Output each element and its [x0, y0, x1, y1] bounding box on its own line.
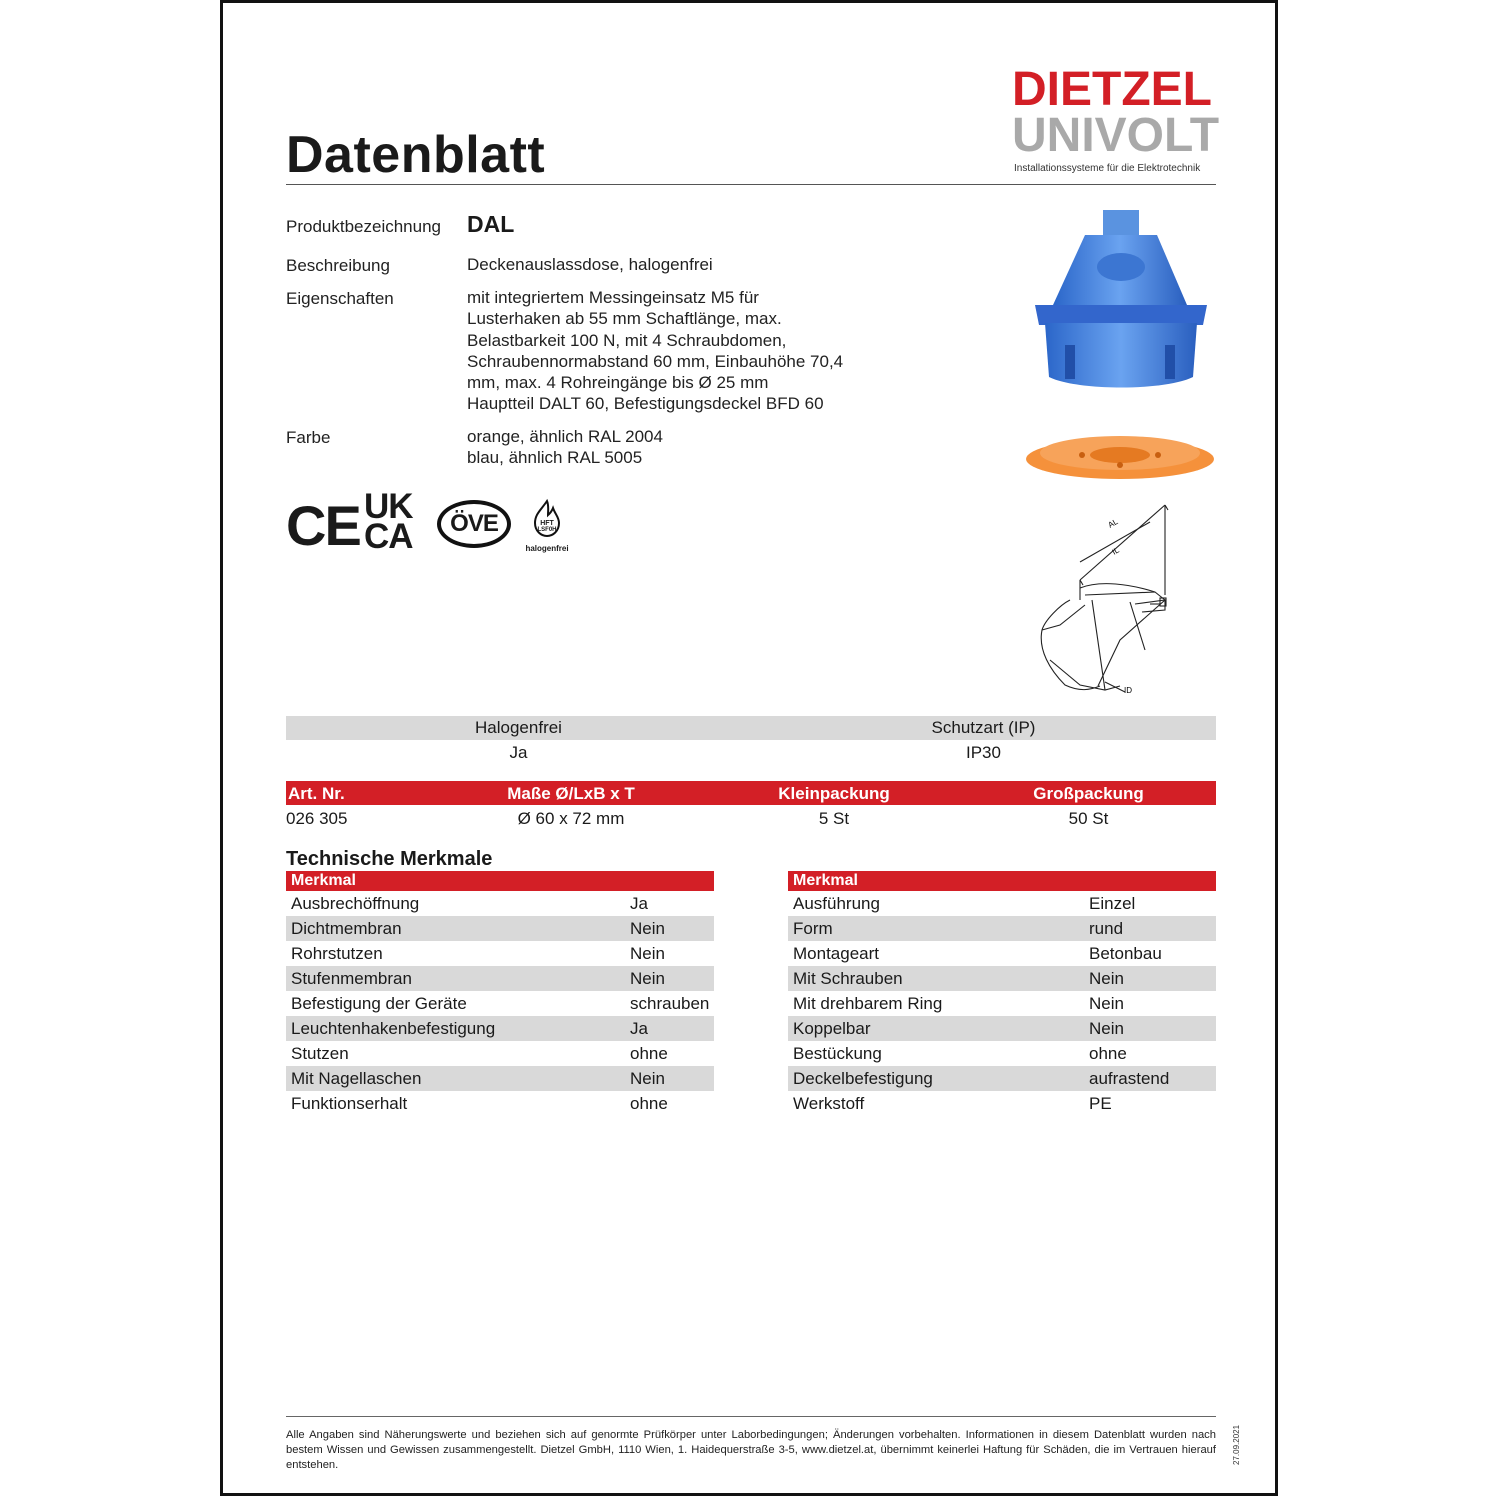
- hft-text: HFT: [540, 520, 554, 527]
- tech-table-left-header: Merkmal: [286, 871, 714, 891]
- summary-value-row: [286, 741, 1216, 765]
- feature-value: Betonbau: [1089, 944, 1162, 963]
- table-row: [788, 1041, 1216, 1066]
- product-photo-blue-box: [1025, 205, 1215, 395]
- article-value-nr: 026 305: [286, 809, 348, 828]
- feature-value: Nein: [630, 944, 665, 963]
- article-header-row: [286, 781, 1216, 805]
- feature-name: Befestigung der Geräte: [291, 994, 467, 1013]
- properties-line: mit integriertem Messingeinsatz M5 für: [467, 288, 759, 307]
- article-header-nr: Art. Nr.: [288, 784, 345, 803]
- properties-line: mm, max. 4 Rohreingänge bis Ø 25 mm: [467, 373, 769, 393]
- feature-name: Mit Schrauben: [793, 969, 903, 988]
- table-row: [788, 966, 1216, 991]
- properties-line: Belastbarkeit 100 N, mit 4 Schraubdomen,: [467, 330, 787, 350]
- feature-value: Nein: [630, 969, 665, 988]
- article-value-row: [286, 806, 1216, 830]
- table-row: [788, 941, 1216, 966]
- summary-value-halogen: Ja: [509, 743, 528, 762]
- table-row: [788, 891, 1216, 916]
- article-header-small-pack: Kleinpackung: [778, 784, 890, 803]
- feature-value: Nein: [1089, 994, 1124, 1013]
- feature-value: Ja: [630, 1019, 648, 1038]
- feature-value: rund: [1089, 919, 1124, 938]
- drawing-label-al: AL: [1106, 517, 1120, 530]
- feature-value: Ja: [630, 894, 648, 913]
- feature-name: Mit Nagellaschen: [291, 1069, 422, 1088]
- table-row: [286, 941, 714, 966]
- table-row: [788, 1016, 1216, 1041]
- ukca-mark: [364, 487, 413, 556]
- feature-name: Form: [793, 919, 833, 938]
- table-row: [286, 891, 714, 916]
- table-row: [788, 1066, 1216, 1091]
- table-row: [788, 1091, 1216, 1116]
- ce-mark: [286, 494, 360, 557]
- feature-value: Nein: [630, 1069, 665, 1088]
- feature-value: ohne: [1089, 1044, 1127, 1063]
- properties-line: Schraubennormabstand 60 mm, Einbauhöhe 70,4: [467, 351, 844, 371]
- footer-divider: [286, 1416, 1216, 1417]
- table-row: [286, 916, 714, 941]
- halogen-free-mark: [522, 498, 572, 553]
- feature-name: Dichtmembran: [291, 919, 402, 938]
- ce-mark-text: CE: [286, 494, 360, 557]
- properties-value: [467, 287, 843, 415]
- summary-header-halogen: Halogenfrei: [475, 718, 562, 737]
- tech-table-left: [286, 871, 714, 1116]
- ove-mark: [437, 500, 511, 548]
- tech-table-right-header: Merkmal: [788, 871, 1216, 891]
- page-title: Datenblatt: [286, 126, 546, 184]
- logo-tagline: Installationssysteme für die Elektrotechnik: [1014, 163, 1201, 174]
- lsf0h-text: LSF0H: [537, 527, 557, 533]
- product-name-label: Produktbezeichnung: [286, 217, 442, 236]
- ove-mark-text: ÖVE: [450, 510, 498, 537]
- color-line: orange, ähnlich RAL 2004: [467, 427, 663, 446]
- table-row: [286, 1066, 714, 1091]
- properties-line: Lusterhaken ab 55 mm Schaftlänge, max.: [467, 309, 782, 329]
- feature-value: Nein: [1089, 1019, 1124, 1038]
- feature-value: ohne: [630, 1044, 668, 1063]
- feature-name: Rohrstutzen: [291, 944, 383, 963]
- ukca-mark-line: UK: [364, 487, 413, 526]
- drawing-label-il: IL: [1110, 545, 1121, 557]
- feature-name: Werkstoff: [793, 1094, 865, 1113]
- properties-line: Hauptteil DALT 60, Befestigungsdeckel BFD 60: [467, 394, 824, 414]
- feature-value: schrauben: [630, 994, 710, 1013]
- description-value: Deckenauslassdose, halogenfrei: [467, 255, 713, 274]
- feature-name: Funktionserhalt: [291, 1094, 408, 1113]
- logo-univolt: UNIVOLT: [1012, 109, 1220, 162]
- feature-name: Koppelbar: [793, 1019, 871, 1038]
- feature-name: Stutzen: [291, 1044, 349, 1063]
- color-value: [467, 426, 663, 469]
- table-row: [788, 991, 1216, 1016]
- feature-name: Deckelbefestigung: [793, 1069, 933, 1088]
- feature-name: Mit drehbarem Ring: [793, 994, 943, 1013]
- feature-name: Bestückung: [793, 1044, 882, 1063]
- article-value-small-pack: 5 St: [818, 809, 850, 828]
- technical-drawing: [1030, 500, 1210, 700]
- feature-name: Ausbrechöffnung: [291, 894, 420, 913]
- feature-name: Ausführung: [793, 894, 880, 913]
- tech-table-right: [788, 871, 1216, 1116]
- header-divider: [286, 184, 1216, 185]
- feature-value: Nein: [630, 919, 665, 938]
- tech-features-title: Technische Merkmale: [286, 848, 493, 870]
- table-row: [788, 916, 1216, 941]
- article-value-large-pack: 50 St: [1068, 809, 1109, 828]
- table-row: [286, 1016, 714, 1041]
- summary-header-row: [286, 716, 1216, 740]
- feature-name: Stufenmembran: [291, 969, 412, 988]
- article-header-dims: Maße Ø/LxB x T: [507, 784, 635, 803]
- logo-dietzel: DIETZEL: [1012, 63, 1212, 116]
- feature-value: Nein: [1089, 969, 1124, 988]
- article-value-dims: Ø 60 x 72 mm: [517, 809, 625, 828]
- properties-label: Eigenschaften: [286, 289, 394, 308]
- table-row: [286, 991, 714, 1016]
- feature-value: Einzel: [1089, 894, 1136, 913]
- article-header-large-pack: Großpackung: [1033, 784, 1144, 803]
- footer-disclaimer: Alle Angaben sind Näherungswerte und beziehen sich auf genormte Prüfkörper unter Laborbedingungen; Änderungen vorbehalten. Informationen in diesem Datenblatt wurden nach bestem Wissen und Gewissen zusammengestellt. Dietzel GmbH, 1110 Wien, 1. Haidequerstraße 3-5, www.dietzel.at, übernimmt keinerlei Haftung für Schäden, die im Vertrauen hierauf entstehen.: [286, 1429, 1216, 1471]
- product-name-value: DAL: [467, 211, 515, 237]
- summary-header-ip: Schutzart (IP): [931, 718, 1036, 737]
- feature-value: aufrastend: [1089, 1069, 1170, 1088]
- feature-value: ohne: [630, 1094, 668, 1113]
- drawing-label-id: ID: [1124, 686, 1132, 695]
- ukca-mark-line: CA: [364, 517, 413, 556]
- description-label: Beschreibung: [286, 256, 390, 275]
- table-row: [286, 1091, 714, 1116]
- feature-value: PE: [1089, 1094, 1112, 1113]
- color-line: blau, ähnlich RAL 5005: [467, 448, 643, 468]
- product-photo-orange-lid: [1022, 425, 1218, 487]
- color-label: Farbe: [286, 428, 331, 447]
- table-row: [286, 966, 714, 991]
- feature-name: Montageart: [793, 944, 879, 963]
- feature-name: Leuchtenhakenbefestigung: [291, 1019, 496, 1038]
- summary-value-ip: IP30: [966, 743, 1001, 762]
- table-row: [286, 1041, 714, 1066]
- footer-date: 27.09.2021: [1232, 1424, 1241, 1465]
- halogen-free-text: halogenfrei: [525, 544, 569, 553]
